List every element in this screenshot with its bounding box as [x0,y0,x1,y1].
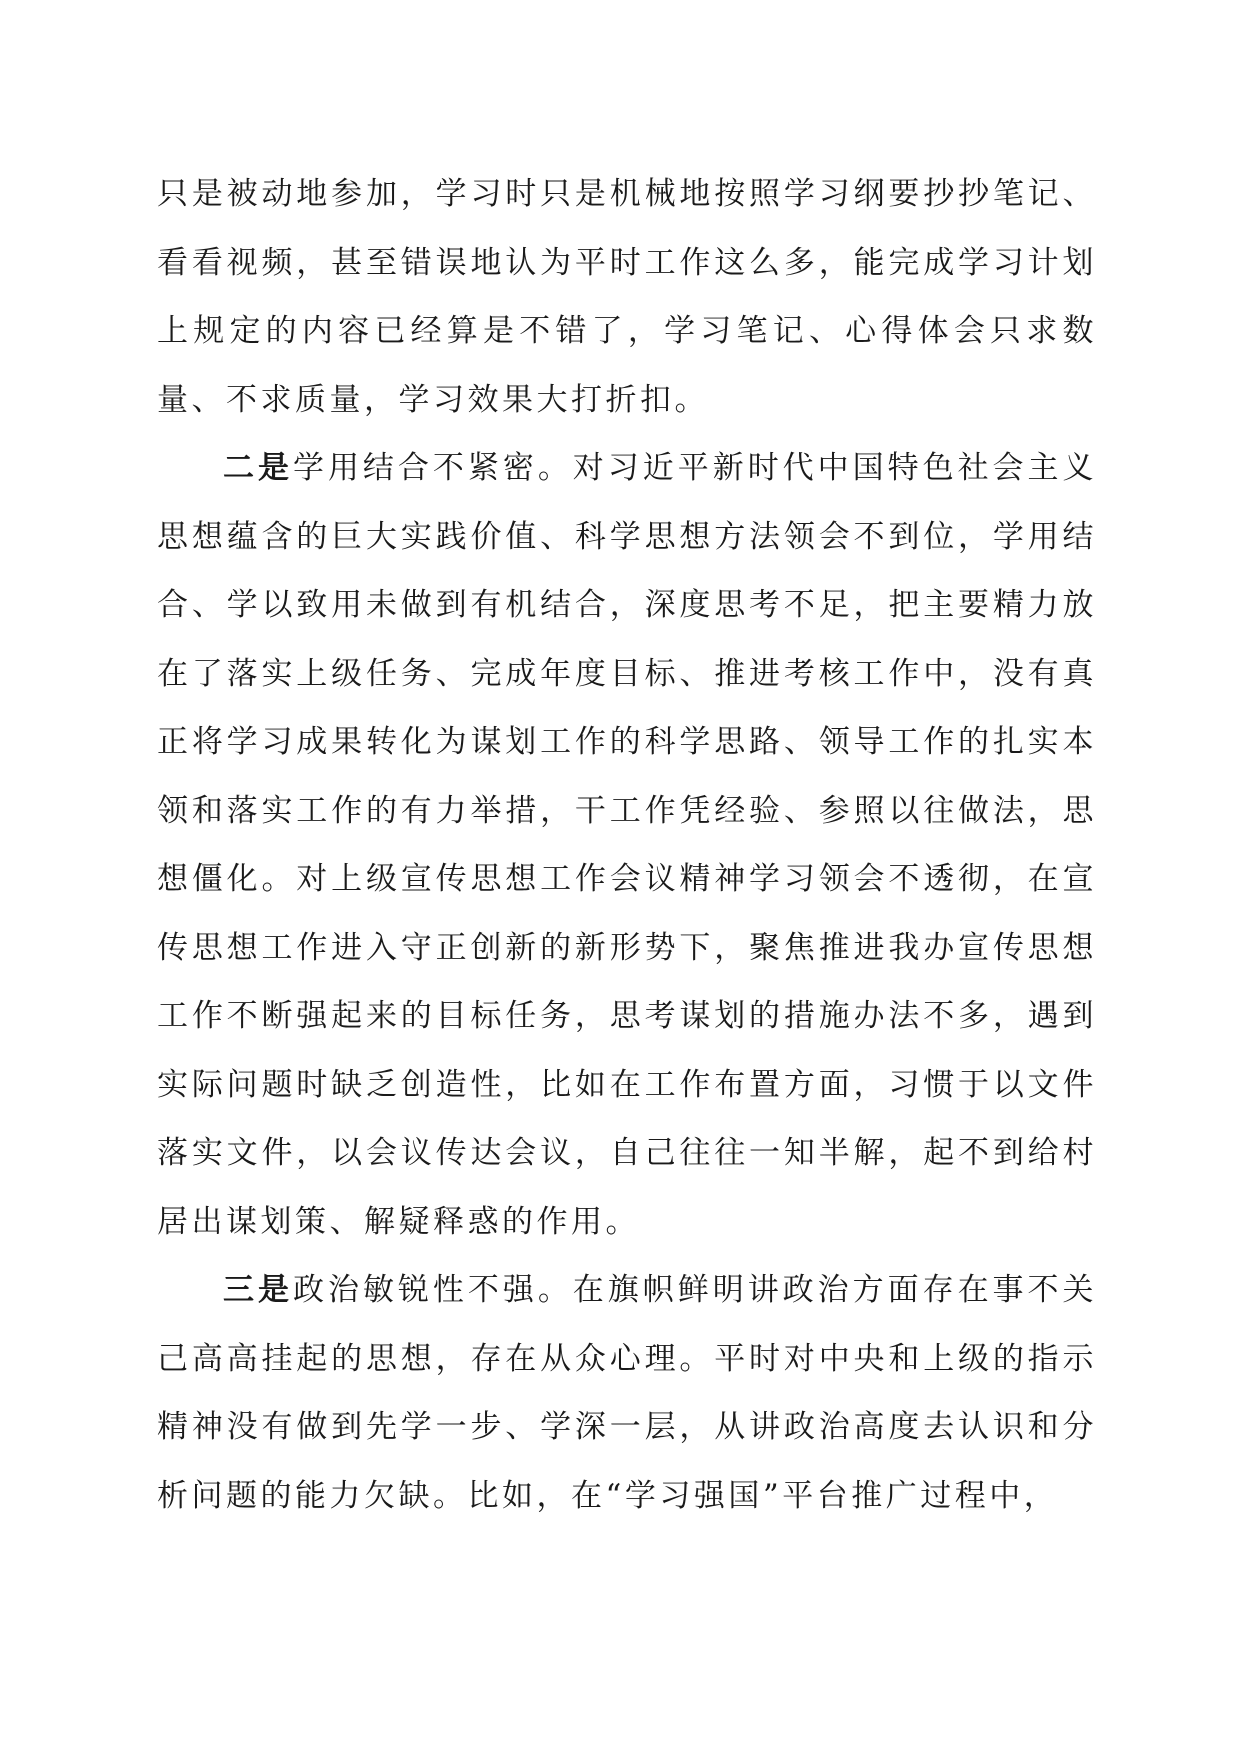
paragraph-2 [157,434,1097,1256]
paragraph-1-text: 只是被动地参加，学习时只是机械地按照学习纲要抄抄笔记、看看视频，甚至错误地认为平时工作这么多，能完成学习计划上规定的内容已经算是不错了，学习笔记、心得体会只求数量、不求质量，学习效果大打折扣。 [157,176,1097,418]
paragraph-1 [157,160,1097,434]
paragraph-3-text: 政治敏锐性不强。在旗帜鲜明讲政治方面存在事不关己高高挂起的思想，存在从众心理。平时对中央和上级的指示精神没有做到先学一步、学深一层，从讲政治高度去认识和分析问题的能力欠缺。比如，在“学习强国”平台推广过程中， [157,1272,1098,1514]
paragraph-3-lead: 三是 [223,1272,293,1308]
paragraph-3 [157,1256,1097,1530]
paragraph-2-lead: 二是 [223,450,293,486]
document-body [157,160,1097,1530]
paragraph-2-text: 学用结合不紧密。对习近平新时代中国特色社会主义思想蕴含的巨大实践价值、科学思想方法领会不到位，学用结合、学以致用未做到有机结合，深度思考不足，把主要精力放在了落实上级任务、完成年度目标、推进考核工作中，没有真正将学习成果转化为谋划工作的科学思路、领导工作的扎实本领和落实工作的有力举措，干工作凭经验、参照以往做法，思想僵化。对上级宣传思想工作会议精神学习领会不透彻，在宣传思想工作进入守正创新的新形势下，聚焦推进我办宣传思想工作不断强起来的目标任务，思考谋划的措施办法不多，遇到实际问题时缺乏创造性，比如在工作布置方面，习惯于以文件落实文件，以会议传达会议，自己往往一知半解，起不到给村居出谋划策、解疑释惑的作用。 [157,450,1098,1240]
